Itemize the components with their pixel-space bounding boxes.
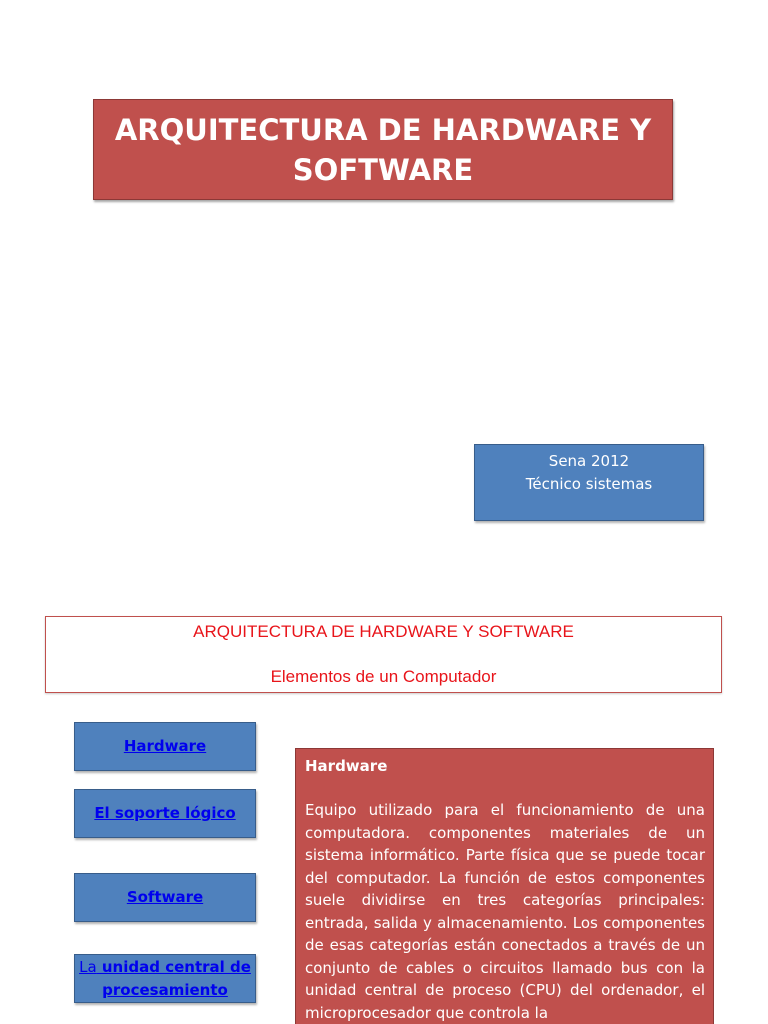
nav-link-software[interactable]: Software [126, 888, 204, 906]
nav-link-cpu[interactable] [75, 956, 255, 1002]
nav-link-cpu-prefix: La [79, 957, 97, 976]
section-subtitle: Elementos de un Computador [270, 667, 497, 686]
nav-button-hardware[interactable] [74, 722, 256, 771]
nav-button-cpu[interactable] [74, 954, 256, 1003]
info-line-organization: Sena 2012 [548, 452, 630, 470]
section-title: ARQUITECTURA DE HARDWARE Y SOFTWARE [193, 622, 574, 641]
info-box [474, 444, 704, 521]
nav-button-software[interactable] [74, 873, 256, 922]
nav-button-soporte-logico[interactable] [74, 789, 256, 838]
nav-link-soporte-logico[interactable]: El soporte lógico [94, 804, 236, 822]
nav-link-cpu-rest: unidad central de procesamiento [96, 957, 251, 999]
section-header [45, 616, 722, 693]
info-line-program: Técnico sistemas [525, 475, 653, 493]
content-panel [295, 748, 714, 1024]
slide-title-text: ARQUITECTURA DE HARDWARE Y SOFTWARE [114, 112, 652, 187]
nav-link-hardware[interactable]: Hardware [123, 737, 207, 755]
content-heading: Hardware [305, 757, 388, 775]
content-body: Equipo utilizado para el funcionamiento de una computadora. componentes materiales de un sistema informático. Parte física que se puede tocar del computador. La función de estos componentes suele dividirse en tres categorías principales: entrada, salida y almacenamiento. Los componentes de esas categorías están conectados a través de un conjunto de cables o circuitos llamado bus con la unidad central de proceso (CPU) del ordenador, el microprocesador que controla la [305, 801, 705, 1022]
slide-title [93, 99, 673, 200]
